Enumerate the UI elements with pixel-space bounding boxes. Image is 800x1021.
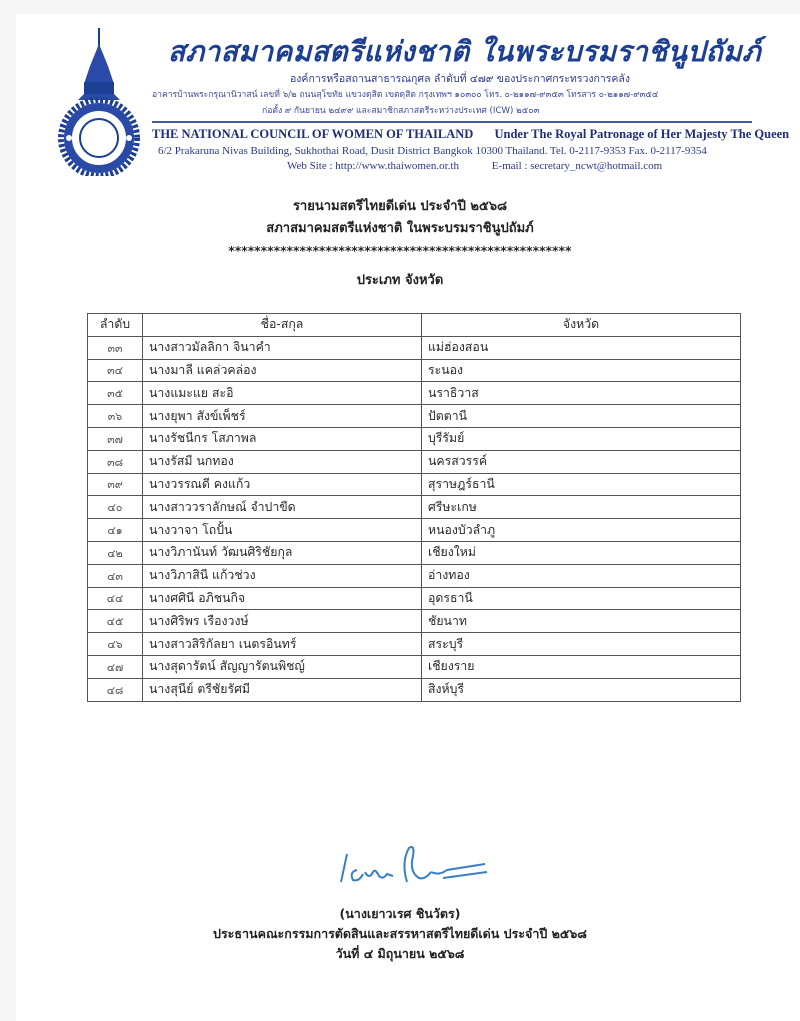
row-number: ๓๖ — [88, 405, 143, 428]
row-number: ๓๔ — [88, 359, 143, 382]
row-name: นางยุพา สังข์เพ็ชร์ — [143, 405, 422, 428]
header-number: ลำดับ — [88, 314, 143, 337]
table-row — [88, 587, 741, 610]
row-province: ปัตตานี — [422, 405, 741, 428]
row-province: หนองบัวลำภู — [422, 519, 741, 542]
row-province: สิงห์บุรี — [422, 678, 741, 701]
row-number: ๓๘ — [88, 450, 143, 473]
row-name: นางวาจา โถปั้น — [143, 519, 422, 542]
letterhead-address-thai: อาคารบ้านพระกรุณานิวาสน์ เลขที่ ๖/๒ ถนนสุโขทัย แขวงดุสิต เขตดุสิต กรุงเทพฯ ๑๐๓๐๐ โทร. ๐-๒๑๑๗-๙๓๕๓ โทรสาร ๐-๒๑๑๗-๙๓๕๔ — [152, 90, 659, 100]
table-row — [88, 405, 741, 428]
letterhead-org-line: องค์การหรือสถานสาธารณกุศล ลำดับที่ ๔๗๙ ของประกาศกระทรวงการคลัง — [290, 73, 630, 85]
table-row — [88, 382, 741, 405]
row-province: เชียงราย — [422, 655, 741, 678]
row-number: ๔๘ — [88, 678, 143, 701]
signer-name: (นางเยาวเรศ ชินวัตร) — [339, 906, 461, 921]
table-row — [88, 678, 741, 701]
letterhead-contact-line — [287, 160, 662, 172]
category-label: ประเภท จังหวัด — [356, 273, 444, 288]
document-subtitle: สภาสมาคมสตรีแห่งชาติ ในพระบรมราชินูปถัมภ์ — [266, 221, 534, 236]
header-name: ชื่อ-สกุล — [143, 314, 422, 337]
row-name: นางวิภานันท์ วัฒนศิริชัยกุล — [143, 541, 422, 564]
row-name: นางรัชนีกร โสภาพล — [143, 427, 422, 450]
row-province: เชียงใหม่ — [422, 541, 741, 564]
separator-line: ***************************************************** — [228, 244, 572, 258]
signature-date: วันที่ ๔ มิถุนายน ๒๕๖๘ — [335, 946, 465, 961]
row-province: บุรีรัมย์ — [422, 427, 741, 450]
row-number: ๔๓ — [88, 564, 143, 587]
table-row — [88, 427, 741, 450]
table-row — [88, 336, 741, 359]
row-name: นางรัสมี นกทอง — [143, 450, 422, 473]
row-name: นางสาววราลักษณ์ จำปาขีด — [143, 496, 422, 519]
row-name: นางสาวสิริกัลยา เนตรอินทร์ — [143, 633, 422, 656]
letterhead-website[interactable]: Web Site : http://www.thaiwomen.or.th — [287, 160, 459, 172]
row-name: นางศิริพร เรืองวงษ์ — [143, 610, 422, 633]
row-province: อุดรธานี — [422, 587, 741, 610]
row-name: นางวรรณดี คงแก้ว — [143, 473, 422, 496]
handwritten-signature-icon — [335, 842, 495, 892]
row-province: นราธิวาส — [422, 382, 741, 405]
row-name: นางสาวมัลลิกา จินาคำ — [143, 336, 422, 359]
signature-block — [0, 904, 800, 964]
row-number: ๓๗ — [88, 427, 143, 450]
letterhead-patronage-en: Under The Royal Patronage of Her Majesty The Queen — [494, 127, 790, 141]
letterhead-name-en: THE NATIONAL COUNCIL OF WOMEN OF THAILAND — [152, 127, 474, 141]
table-body — [88, 336, 741, 701]
letterhead-english-name-line — [152, 127, 789, 142]
table-row — [88, 359, 741, 382]
row-number: ๔๕ — [88, 610, 143, 633]
letterhead-founded-line: ก่อตั้ง ๙ กันยายน ๒๔๙๙ และสมาชิกสภาสตรีระหว่างประเทศ (ICW) ๒๕๐๓ — [262, 106, 540, 116]
row-number: ๔๗ — [88, 655, 143, 678]
row-number: ๔๒ — [88, 541, 143, 564]
row-province: นครสวรรค์ — [422, 450, 741, 473]
row-number: ๔๐ — [88, 496, 143, 519]
letterhead-title-thai: สภาสมาคมสตรีแห่งชาติ ในพระบรมราชินูปถัมภ์ — [168, 35, 762, 68]
row-name: นางศศินี อภิชนกิจ — [143, 587, 422, 610]
row-province: สุราษฎร์ธานี — [422, 473, 741, 496]
header-province: จังหวัด — [422, 314, 741, 337]
row-number: ๔๔ — [88, 587, 143, 610]
letterhead-address-en: 6/2 Prakaruna Nivas Building, Sukhothai Road, Dusit District Bangkok 10300 Thailand. Tel. 0-2117-9353 Fax. 0-2117-9354 — [158, 145, 707, 157]
document-title: รายนามสตรีไทยดีเด่น ประจำปี ๒๕๖๘ — [292, 199, 508, 214]
council-emblem-icon — [54, 26, 144, 176]
row-province: ชัยนาท — [422, 610, 741, 633]
table-header-row — [88, 314, 741, 337]
letterhead-email[interactable]: E-mail : secretary_ncwt@hotmail.com — [491, 160, 663, 172]
letterhead-divider — [152, 121, 752, 123]
row-number: ๓๙ — [88, 473, 143, 496]
signer-position: ประธานคณะกรรมการตัดสินและสรรหาสตรีไทยดีเด่น ประจำปี ๒๕๖๘ — [213, 926, 587, 941]
table-row — [88, 541, 741, 564]
row-name: นางวิภาสินี แก้วช่วง — [143, 564, 422, 587]
row-name: นางสุดารัตน์ สัญญารัตนพิชญ์ — [143, 655, 422, 678]
row-number: ๓๓ — [88, 336, 143, 359]
row-number: ๔๑ — [88, 519, 143, 542]
table-row — [88, 450, 741, 473]
table-row — [88, 655, 741, 678]
row-province: แม่ฮ่องสอน — [422, 336, 741, 359]
row-name: นางแมะแย สะอิ — [143, 382, 422, 405]
table-row — [88, 564, 741, 587]
row-province: สระบุรี — [422, 633, 741, 656]
row-name: นางมาลี แคล่วคล่อง — [143, 359, 422, 382]
table-row — [88, 610, 741, 633]
row-number: ๔๖ — [88, 633, 143, 656]
row-province: ระนอง — [422, 359, 741, 382]
row-province: อ่างทอง — [422, 564, 741, 587]
row-number: ๓๕ — [88, 382, 143, 405]
table-row — [88, 473, 741, 496]
table-row — [88, 633, 741, 656]
table-row — [88, 519, 741, 542]
row-name: นางสุนีย์ ตรีชัยรัศมี — [143, 678, 422, 701]
winners-table — [87, 313, 741, 702]
table-row — [88, 496, 741, 519]
row-province: ศรีษะเกษ — [422, 496, 741, 519]
document-heading — [0, 196, 800, 292]
